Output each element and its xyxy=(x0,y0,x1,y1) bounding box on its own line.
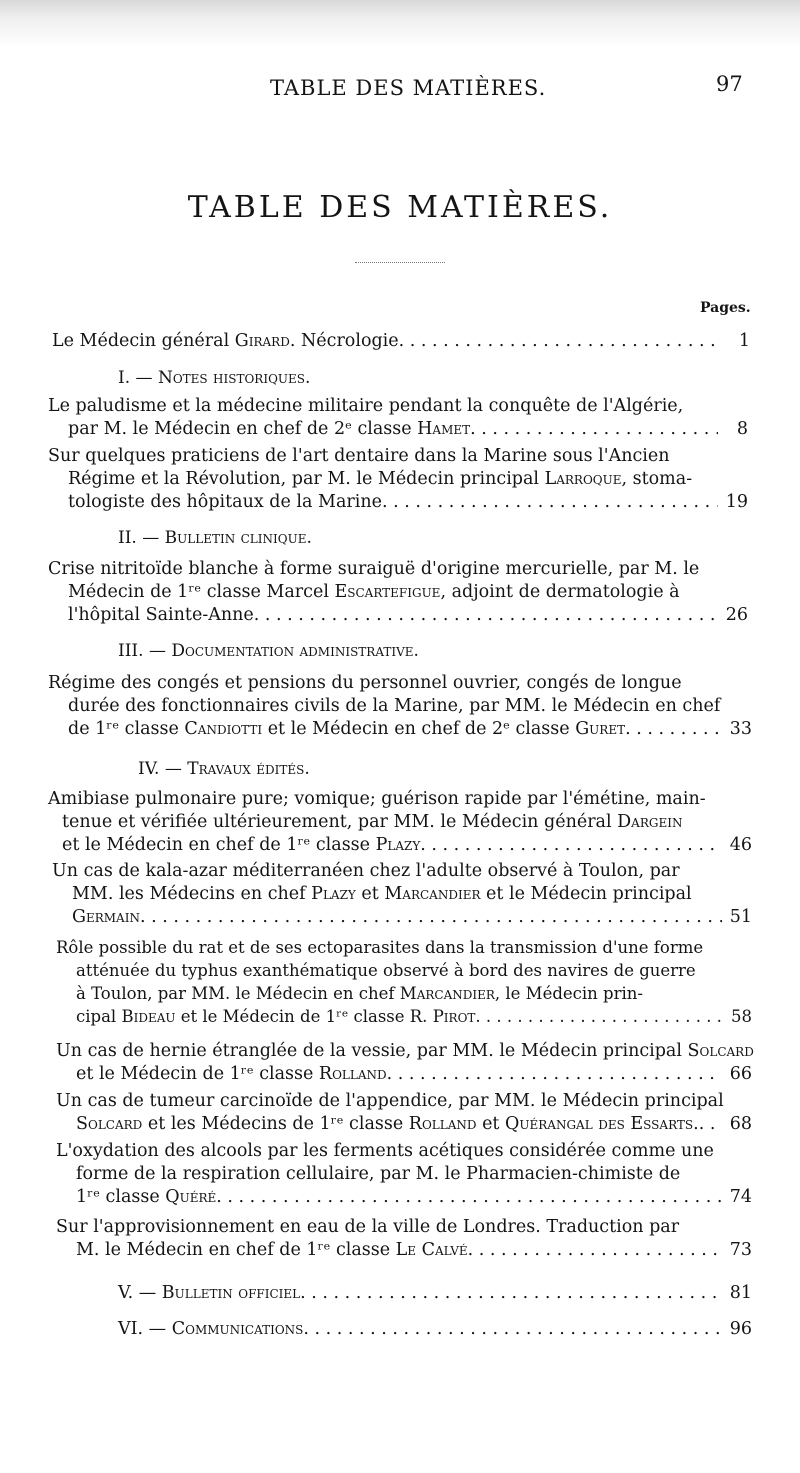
entry-page: 96 xyxy=(729,1319,752,1339)
entry-text: durée des fonctionnaires civils de la Marine, par MM. le Médecin en chef xyxy=(68,696,721,716)
author-name: Rolland xyxy=(408,1114,477,1134)
section-heading-1 xyxy=(118,367,310,390)
section-label: Communications xyxy=(171,1319,304,1339)
author-name: Quérangal des Essarts xyxy=(505,1114,694,1134)
author-name: Bideau xyxy=(121,1007,176,1026)
author-name: Marcandier xyxy=(399,984,495,1003)
page-title: TABLE DES MATIÈRES. xyxy=(187,190,613,225)
section-heading-6 xyxy=(118,1318,752,1341)
section-heading-2 xyxy=(118,527,312,550)
author-name: Hamet xyxy=(417,419,471,439)
author-name: Candiotti xyxy=(184,719,263,739)
entry-text: 1ʳᵉ classe xyxy=(76,1187,166,1207)
section-heading-3 xyxy=(118,640,419,663)
entry-page: 73 xyxy=(729,1240,752,1260)
entry-text: Un cas de kala-azar méditerranéen chez l'adulte observé à Toulon, par xyxy=(52,861,680,881)
entry-text: Régime et la Révolution, par M. le Médecin principal xyxy=(68,469,545,489)
author-name: Le Calvé xyxy=(395,1240,468,1260)
author-name: Rolland xyxy=(318,1064,387,1084)
toc-entry-crise xyxy=(48,558,748,627)
entry-text: Sur quelques praticiens de l'art dentaire dans la Marine sous l'Ancien xyxy=(48,446,670,466)
entry-text: par M. le Médecin en chef de 2ᵉ classe xyxy=(68,419,418,439)
entry-text: à Toulon, par MM. le Médecin en chef xyxy=(76,984,400,1003)
section-label: Travaux édités. xyxy=(187,759,310,779)
toc-entry-amibiase xyxy=(48,788,752,857)
dot-leader xyxy=(399,330,720,353)
entry-text: tenue et vérifiée ultérieurement, par MM. le Médecin général xyxy=(62,812,618,832)
entry-text: Régime des congés et pensions du personnel ouvrier, congés de longue xyxy=(48,673,682,693)
section-heading-4 xyxy=(138,758,310,781)
author-name: Quéré xyxy=(165,1187,217,1207)
entry-page: 26 xyxy=(725,605,748,625)
entry-text: et xyxy=(476,1114,506,1134)
author-name: Larroque xyxy=(544,469,622,489)
entry-text: et xyxy=(355,884,385,904)
entry-text: Amibiase pulmonaire pure; vomique; guérison rapide par l'émétine, main- xyxy=(48,789,706,809)
dot-leader xyxy=(254,604,718,627)
author-name: Plazy xyxy=(311,884,356,904)
toc-entry-hernie xyxy=(56,1040,752,1086)
author-name: Girard xyxy=(234,331,290,351)
toc-entry-praticiens xyxy=(48,445,748,514)
entry-text: et les Médecins de 1ʳᵉ classe xyxy=(142,1114,409,1134)
entry-text: l'hôpital Sainte-Anne xyxy=(68,605,254,625)
entry-text: . xyxy=(693,1114,699,1134)
toc-entry-role xyxy=(56,936,752,1028)
entry-text: et le Médecin en chef de 1ʳᵉ classe xyxy=(62,835,376,855)
dot-leader xyxy=(420,834,722,857)
entry-text: et le Médecin en chef de 2ᵉ classe xyxy=(262,719,576,739)
section-label: Bulletin clinique. xyxy=(164,528,312,548)
author-name: Solcard xyxy=(687,1041,754,1061)
entry-text: M. le Médecin en chef de 1ʳᵉ classe xyxy=(76,1240,396,1260)
section-number: III. — xyxy=(118,641,172,661)
page-number: 97 xyxy=(716,72,743,96)
dot-leader xyxy=(300,1282,722,1305)
author-name: Pirot xyxy=(432,1007,476,1026)
entry-page: 58 xyxy=(731,1007,752,1026)
title-rule xyxy=(355,262,445,263)
dot-leader xyxy=(470,418,718,441)
entry-text: tologiste des hôpitaux de la Marine xyxy=(68,492,382,512)
entry-text: , stoma- xyxy=(621,469,693,489)
entry-text: Rôle possible du rat et de ses ectoparasites dans la transmission d'une forme xyxy=(56,938,704,957)
dot-leader xyxy=(140,906,722,929)
section-number: IV. — xyxy=(138,759,188,779)
author-name: Plazy xyxy=(375,835,421,855)
dot-leader xyxy=(468,1239,722,1262)
section-number: I. — xyxy=(118,368,158,388)
entry-page: 46 xyxy=(729,835,752,855)
dot-leader xyxy=(382,491,718,514)
entry-text: et le Médecin de 1ʳᵉ classe R. xyxy=(175,1007,433,1026)
toc-entry-girard xyxy=(52,330,750,353)
entry-text: , le Médecin prin- xyxy=(494,984,643,1003)
dot-leader xyxy=(475,1005,722,1028)
author-name: Guret xyxy=(575,719,626,739)
entry-text: , adjoint de dermatologie à xyxy=(440,582,680,602)
section-number: V. — xyxy=(118,1283,162,1303)
toc-entry-kala-azar xyxy=(52,860,752,929)
entry-text: de 1ʳᵉ classe xyxy=(68,719,185,739)
entry-text: Sur l'approvisionnement en eau de la ville de Londres. Traduction par xyxy=(56,1217,680,1237)
entry-page: 51 xyxy=(729,907,752,927)
section-number: VI. — xyxy=(118,1319,172,1339)
author-name: Germain xyxy=(72,907,140,927)
toc-entry-londres xyxy=(56,1216,752,1262)
author-name: Marcandier xyxy=(384,884,481,904)
entry-page: 33 xyxy=(729,719,752,739)
entry-page: 66 xyxy=(729,1064,752,1084)
dot-leader xyxy=(625,718,722,741)
entry-page: 19 xyxy=(725,492,748,512)
entry-text: forme de la respiration cellulaire, par M. le Pharmacien-chimiste de xyxy=(76,1164,681,1184)
toc-entry-paludisme xyxy=(48,395,748,441)
entry-text: atténuée du typhus exanthématique observé à bord des navires de guerre xyxy=(76,961,696,980)
entry-text: Crise nitritoïde blanche à forme suraiguë d'origine mercurielle, par M. le xyxy=(48,559,700,579)
entry-page: 68 xyxy=(729,1114,752,1134)
entry-page: 74 xyxy=(729,1187,752,1207)
dot-leader xyxy=(216,1186,722,1209)
author-name: Escartefigue xyxy=(334,582,441,602)
entry-text: . Nécrologie xyxy=(289,331,399,351)
dot-leader xyxy=(699,1113,722,1136)
section-label: Documentation administrative. xyxy=(171,641,419,661)
toc-entry-oxydation xyxy=(56,1140,752,1209)
dot-leader xyxy=(387,1063,722,1086)
section-heading-5 xyxy=(118,1282,752,1305)
entry-text: cipal xyxy=(76,1007,122,1026)
author-name: Solcard xyxy=(76,1114,143,1134)
entry-page: 81 xyxy=(729,1283,752,1303)
entry-text: Le Médecin général xyxy=(52,331,235,351)
author-name: Dargein xyxy=(617,812,683,832)
entry-text: L'oxydation des alcools par les ferments acétiques considérée comme une xyxy=(56,1141,714,1161)
entry-page: 8 xyxy=(736,419,748,439)
toc-entry-regime xyxy=(48,672,752,741)
section-label: Bulletin officiel xyxy=(161,1283,301,1303)
entry-text: Un cas de tumeur carcinoïde de l'appendice, par MM. le Médecin principal xyxy=(56,1091,724,1111)
toc-entry-tumeur xyxy=(56,1090,752,1136)
entry-page: 1 xyxy=(738,331,750,351)
entry-text: et le Médecin principal xyxy=(480,884,692,904)
entry-text: Un cas de hernie étranglée de la vessie, par MM. le Médecin principal xyxy=(56,1041,688,1061)
entry-text: et le Médecin de 1ʳᵉ classe xyxy=(76,1064,319,1084)
entry-text: Médecin de 1ʳᵉ classe Marcel xyxy=(68,582,335,602)
section-number: II. — xyxy=(118,528,165,548)
running-head: TABLE DES MATIÈRES. xyxy=(270,76,547,100)
entry-text: Le paludisme et la médecine militaire pendant la conquête de l'Algérie, xyxy=(48,396,684,416)
section-label: Notes historiques. xyxy=(157,368,311,388)
entry-text: MM. les Médecins en chef xyxy=(72,884,312,904)
dot-leader xyxy=(303,1318,722,1341)
pages-column-label: Pages. xyxy=(700,300,751,316)
